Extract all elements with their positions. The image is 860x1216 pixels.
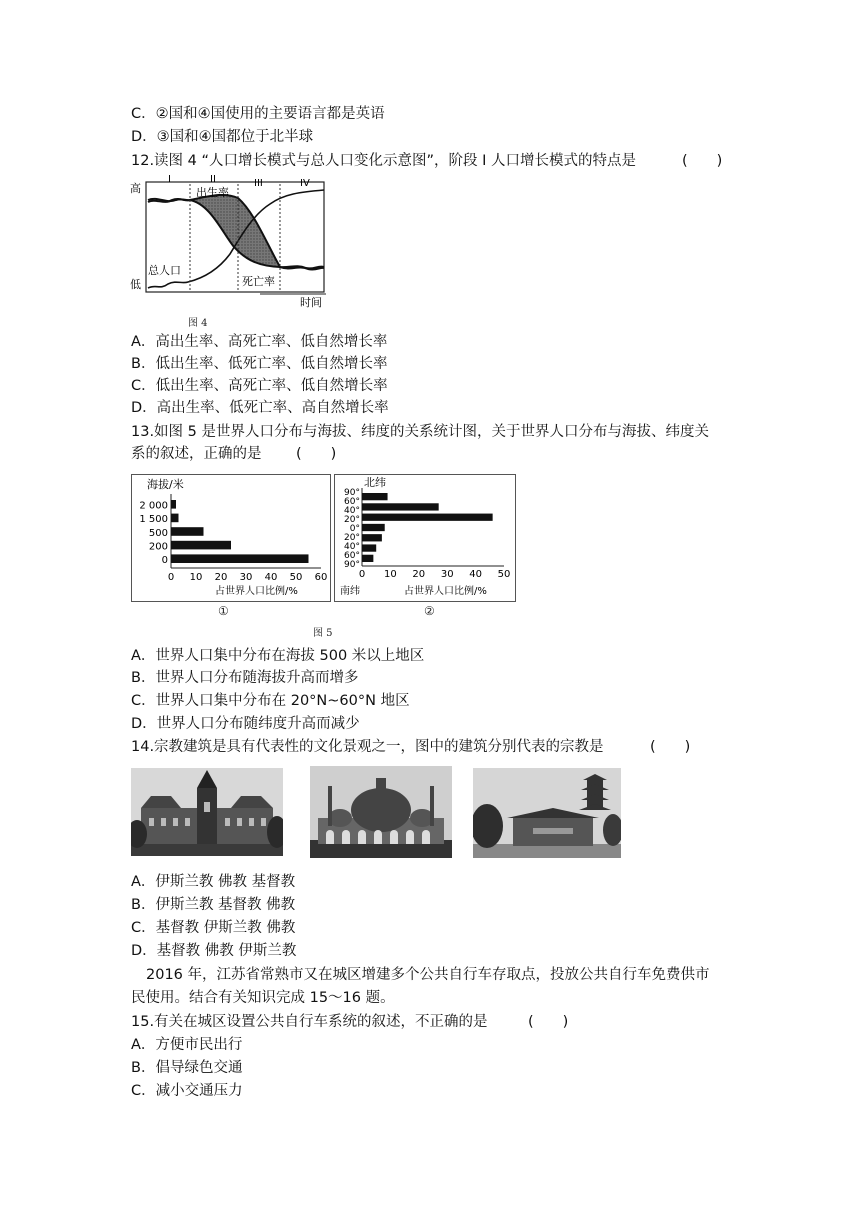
fig5a-xtick: 20 xyxy=(214,572,228,583)
fig4-xlabel: 时间 xyxy=(300,296,322,309)
fig5b-ytick: 40° xyxy=(344,506,360,516)
fig5b-south-label: 南纬 xyxy=(340,586,360,597)
fig4-death-label: 死亡率 xyxy=(242,275,275,288)
fig5a-bar xyxy=(171,500,176,509)
fig5b-xtick: 20 xyxy=(412,569,426,580)
option-c-q11: C．②国和④国使用的主要语言都是英语 xyxy=(131,106,385,122)
fig5b-xtick: 40 xyxy=(469,569,482,580)
q13-option-d: D．世界人口分布随纬度升高而减少 xyxy=(131,716,360,732)
fig5a-bar xyxy=(171,554,309,563)
fig5a-ytick: 500 xyxy=(148,527,168,539)
fig5a-title: 海拔/米 xyxy=(147,478,184,491)
fig5a-xtick: 60 xyxy=(314,572,328,583)
question-12: 12.读图 4 “人口增长模式与总人口变化示意图”，阶段 I 人口增长模式的特点是 xyxy=(131,153,637,169)
q15-option-b: B．倡导绿色交通 xyxy=(131,1060,243,1076)
intro-15-16-line2: 民使用。结合有关知识完成 15～16 题。 xyxy=(131,990,395,1006)
fig5a-xtick: 0 xyxy=(167,572,175,583)
q12-option-d: D．高出生率、低死亡率、高自然增长率 xyxy=(131,400,389,416)
fig5a-ytick: 0 xyxy=(161,555,168,566)
fig5b-bar xyxy=(362,544,376,551)
q13-option-b: B．世界人口分布随海拔升高而增多 xyxy=(131,670,359,686)
fig5b-bar xyxy=(362,514,493,521)
fig5b-ytick: 60° xyxy=(344,497,360,507)
fig5b-ytick: 0° xyxy=(349,524,360,534)
intro-15-16-line1: 2016 年，江苏省常熟市又在城区增建多个公共自行车存取点，投放公共自行车免费供市 xyxy=(146,967,710,983)
fig4-stage-1: I xyxy=(168,174,171,185)
photo-pagoda-building xyxy=(473,768,621,858)
fig5a-bar xyxy=(171,527,204,536)
question-15: 15.有关在城区设置公共自行车系统的叙述，不正确的是 xyxy=(131,1014,488,1030)
fig4-caption: 图 4 xyxy=(188,318,208,329)
fig5a-xlabel: 占世界人口比例/% xyxy=(215,586,298,597)
fig5a-xtick: 10 xyxy=(189,572,203,583)
q12-option-b: B．低出生率、低死亡率、低自然增长率 xyxy=(131,356,388,372)
q14-option-c: C．基督教 伊斯兰教 佛教 xyxy=(131,920,296,936)
fig4-stage-4: IV xyxy=(300,178,310,189)
answer-paren-12: ( ) xyxy=(682,153,723,169)
answer-paren-14: ( ) xyxy=(650,739,691,755)
fig5a-ytick: 1 500 xyxy=(139,514,168,526)
fig5b-bar xyxy=(362,503,439,510)
fig5a-label: ① xyxy=(218,604,229,618)
fig5b-ytick: 60° xyxy=(344,551,360,561)
question-14: 14.宗教建筑是具有代表性的文化景观之一，图中的建筑分别代表的宗教是 xyxy=(131,739,604,755)
q14-option-b: B．伊斯兰教 基督教 佛教 xyxy=(131,897,296,913)
q14-option-d: D．基督教 佛教 伊斯兰教 xyxy=(131,943,297,959)
fig5b-bar xyxy=(362,534,382,541)
q15-option-c: C．减小交通压力 xyxy=(131,1083,243,1099)
photo-mosque-building xyxy=(310,766,452,858)
fig5b-bar xyxy=(362,493,388,500)
answer-paren-13: ( ) xyxy=(296,446,337,462)
q14-option-a: A．伊斯兰教 佛教 基督教 xyxy=(131,874,296,890)
answer-paren-15: ( ) xyxy=(528,1014,569,1030)
option-d-q11: D．③国和④国都位于北半球 xyxy=(131,129,314,145)
fig4-stage-3: III xyxy=(254,178,263,189)
fig5b-ytick: 20° xyxy=(344,533,360,543)
fig5b-xtick: 0 xyxy=(358,569,366,580)
fig4-total-label: 总人口 xyxy=(148,264,181,277)
fig5a-ytick: 200 xyxy=(148,541,168,553)
fig5b-xtick: 30 xyxy=(440,569,454,580)
fig5b-ytick: 90° xyxy=(344,560,360,570)
fig5a-xtick: 40 xyxy=(264,572,278,583)
fig4-birth-label: 出生率 xyxy=(196,186,229,199)
fig5a-xtick: 30 xyxy=(239,572,253,583)
fig5a-bar xyxy=(171,541,231,550)
q15-option-a: A．方便市民出行 xyxy=(131,1037,243,1053)
fig5b-ytick: 20° xyxy=(344,515,360,525)
fig5b-xlabel: 占世界人口比例/% xyxy=(404,586,487,597)
question-13-line1: 13.如图 5 是世界人口分布与海拔、纬度的关系统计图，关于世界人口分布与海拔、纬度关 xyxy=(131,424,709,440)
question-13-line2: 系的叙述，正确的是 xyxy=(131,446,262,462)
fig5a-bar xyxy=(171,514,179,523)
figure-5-chart-altitude xyxy=(131,474,331,602)
fig5b-bar xyxy=(362,555,373,562)
figure-4-population-chart xyxy=(130,172,330,312)
photo-church-building xyxy=(131,768,283,856)
fig5a-xtick: 50 xyxy=(289,572,303,583)
q12-option-a: A．高出生率、高死亡率、低自然增长率 xyxy=(131,334,388,350)
fig5b-xtick: 50 xyxy=(497,569,511,580)
fig5b-xtick: 10 xyxy=(384,569,397,580)
fig5-caption: 图 5 xyxy=(313,628,333,639)
fig4-stage-2: II xyxy=(210,174,216,185)
fig4-y-low: 低 xyxy=(130,278,141,291)
fig5b-title: 北纬 xyxy=(364,476,386,489)
fig4-y-high: 高 xyxy=(130,182,141,195)
fig5b-bar xyxy=(362,524,385,531)
q12-option-c: C．低出生率、高死亡率、低自然增长率 xyxy=(131,378,388,394)
figure-5-chart-latitude xyxy=(334,474,516,602)
q13-option-a: A．世界人口集中分布在海拔 500 米以上地区 xyxy=(131,648,425,664)
fig5a-ytick: 2 000 xyxy=(139,500,168,512)
fig5b-ytick: 90° xyxy=(344,488,360,498)
fig5b-ytick: 40° xyxy=(344,542,360,552)
fig5b-label: ② xyxy=(424,604,435,618)
q13-option-c: C．世界人口集中分布在 20°N~60°N 地区 xyxy=(131,693,410,709)
